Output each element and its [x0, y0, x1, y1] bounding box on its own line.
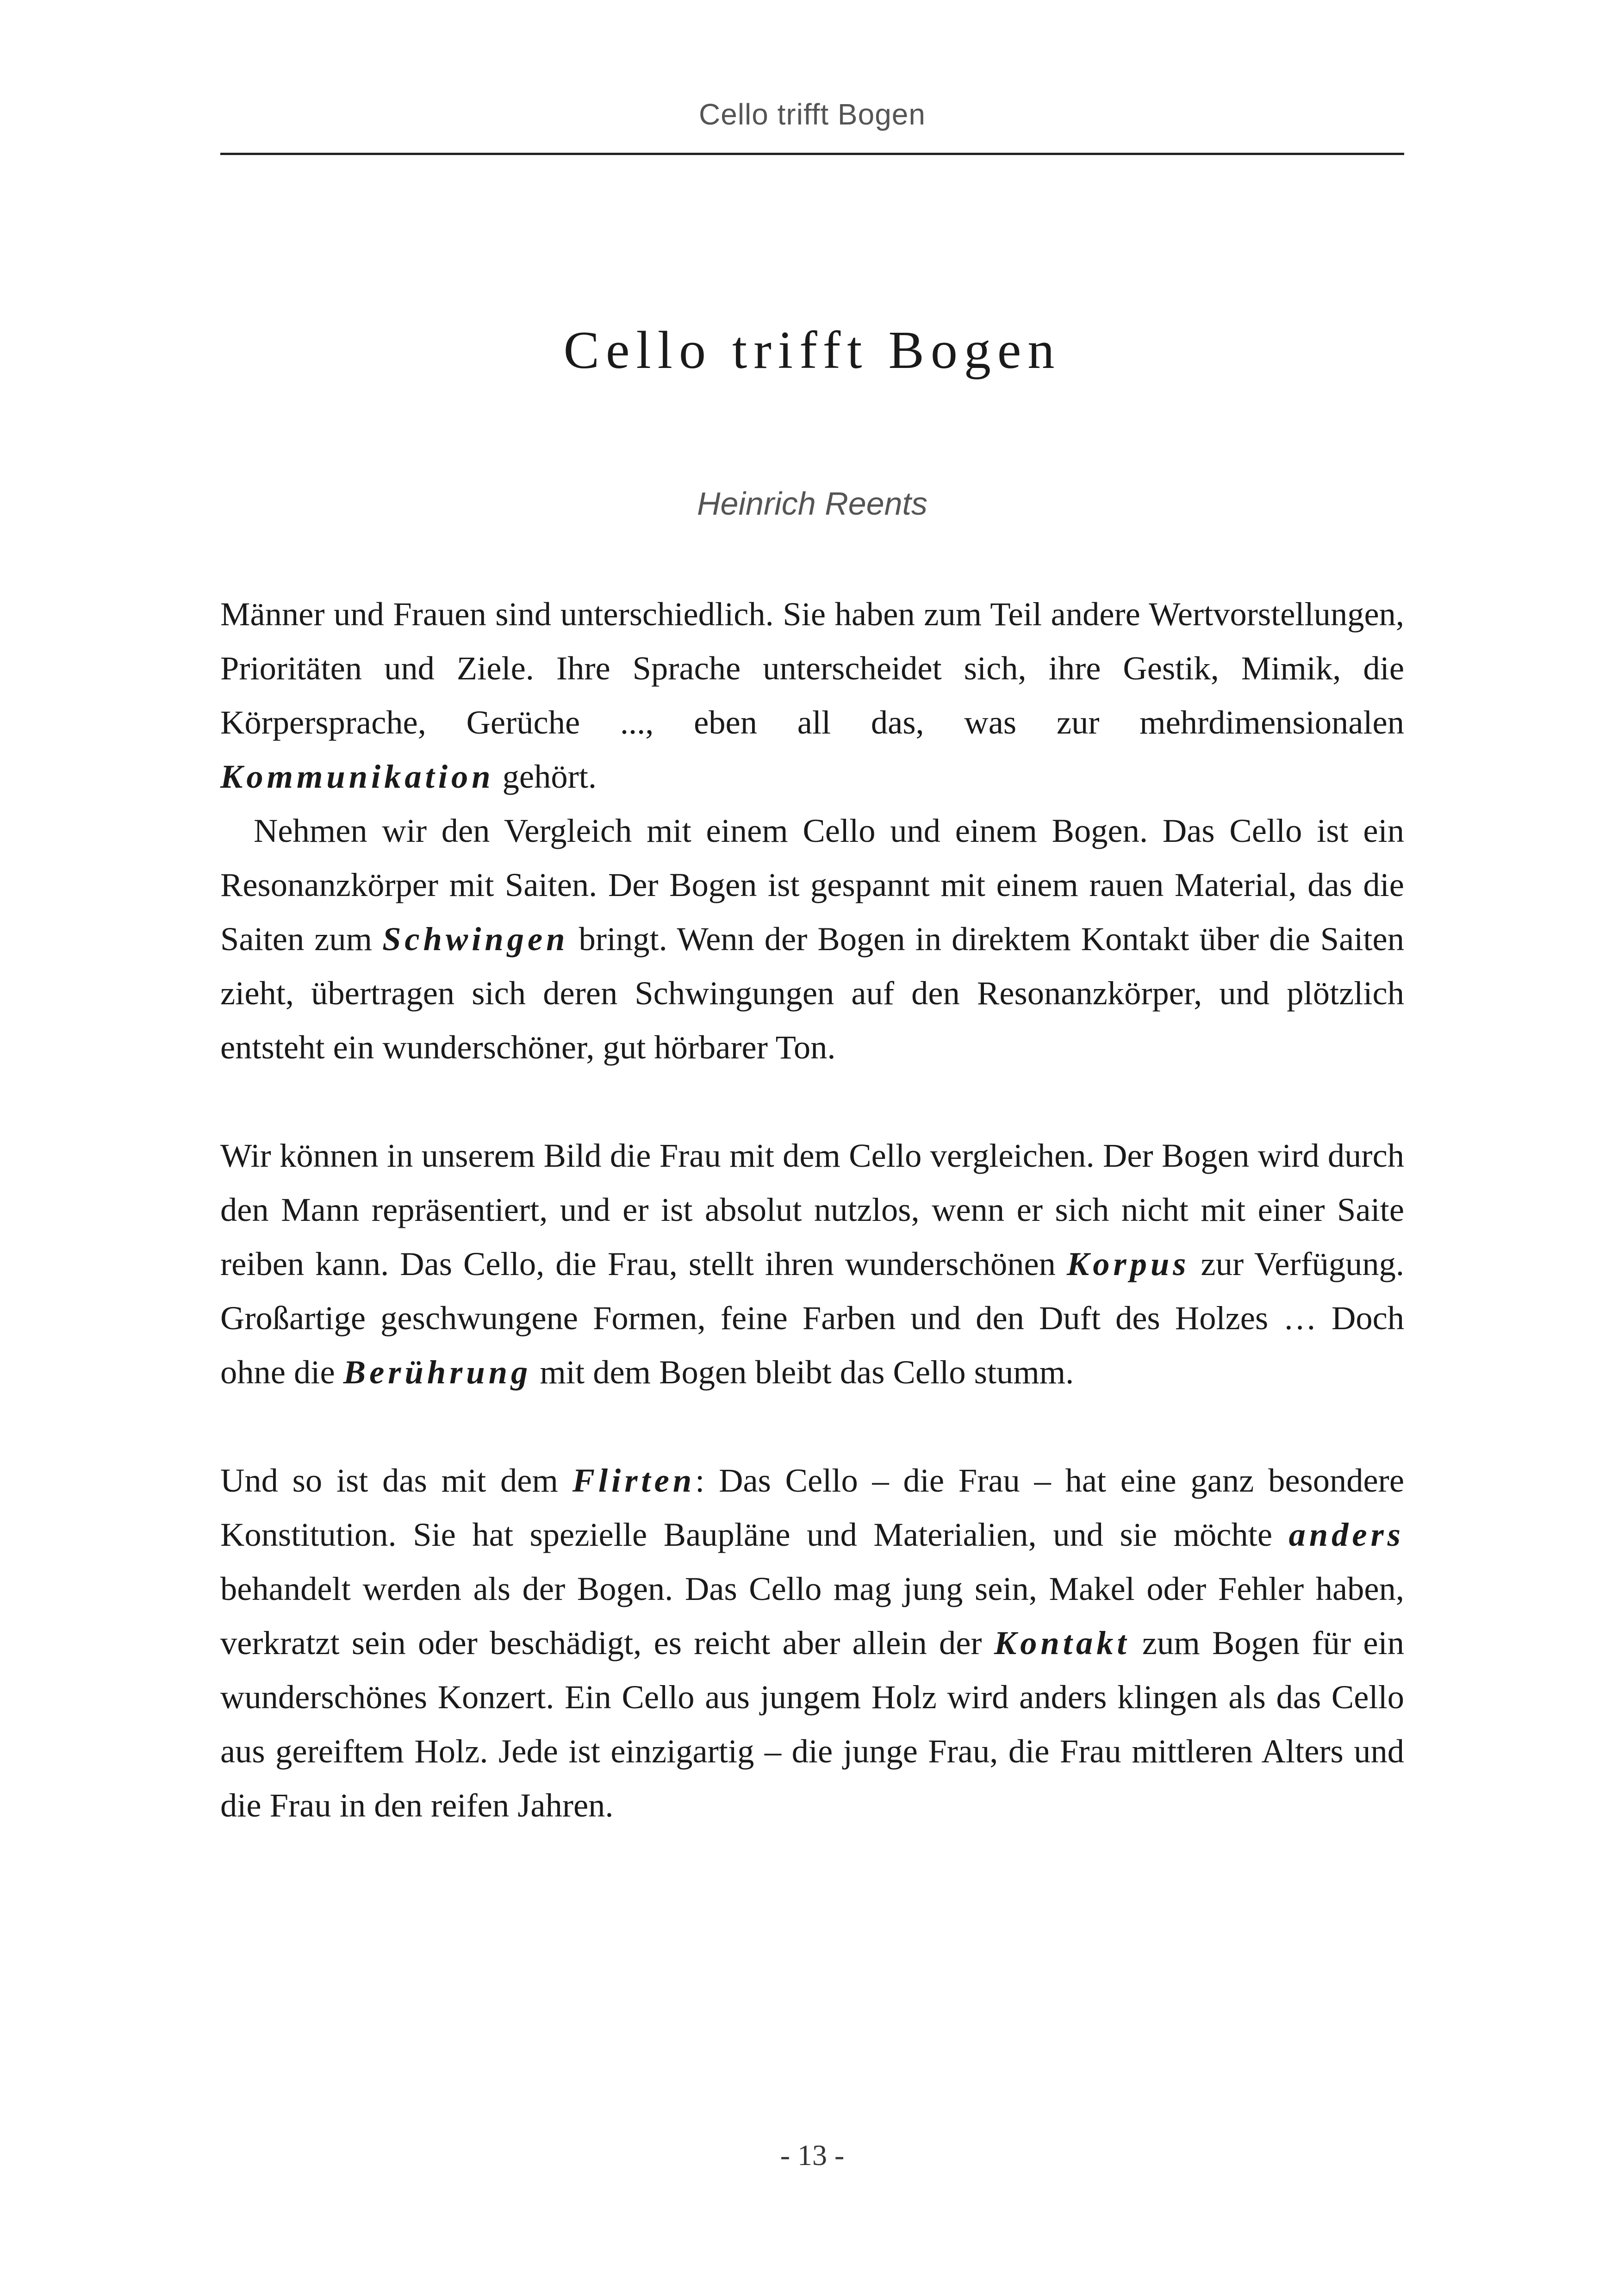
emphasis-word: Flirten [572, 1462, 696, 1499]
emphasis-word: anders [1288, 1516, 1404, 1553]
paragraph-3: Wir können in unserem Bild die Frau mit dem Cello vergleichen. Der Bogen wird durch den Mann repräsentiert, und er ist absolut nutzlos, wenn er sich nicht mit einer Saite reiben kann. Das Cello, die Frau, stellt ihren wunderschönen Korpus zur Verfügung. Großartige geschwungene Formen, feine Farben und den Duft des Holzes … Doch ohne die Berührung mit dem Bogen bleibt das Cello stumm. [220, 1137, 1404, 1391]
emphasis-word: Schwingen [382, 920, 569, 958]
body-text [220, 587, 1404, 1832]
header-rule [220, 153, 1404, 155]
paragraph-1: Männer und Frauen sind unterschiedlich. Sie haben zum Teil andere Wertvorstellungen, Prioritäten und Ziele. Ihre Sprache unterscheidet sich, ihre Gestik, Mimik, die Körpersprache, Gerüche ..., eben all das, was zur mehrdimensionalen Kommunikation gehört. [220, 595, 1404, 795]
author-name: Heinrich Reents [697, 485, 927, 522]
paragraph-2: Nehmen wir den Vergleich mit einem Cello und einem Bogen. Das Cello ist ein Resonanzkörper mit Saiten. Der Bogen ist gespannt mit einem rauen Material, das die Saiten zum Schwingen bringt. Wenn der Bogen in direktem Kontakt über die Saiten zieht, übertragen sich deren Schwingungen auf den Resonanzkörper, und plötzlich entsteht ein wunderschöner, gut hörbarer Ton. [220, 812, 1404, 1066]
emphasis-word: Kommunikation [220, 758, 494, 795]
emphasis-word: Berührung [343, 1353, 532, 1391]
page-number: - 13 - [780, 2139, 845, 2172]
chapter-title: Cello trifft Bogen [563, 321, 1061, 380]
running-header: Cello trifft Bogen [699, 98, 926, 131]
emphasis-word: Kontakt [994, 1624, 1130, 1661]
emphasis-word: Korpus [1066, 1245, 1190, 1282]
paragraph-4: Und so ist das mit dem Flirten: Das Cello – die Frau – hat eine ganz besondere Konstitution. Sie hat spezielle Baupläne und Materialien, und sie möchte anders behandelt werden als der Bogen. Das Cello mag jung sein, Makel oder Fehler haben, verkratzt sein oder beschädigt, es reicht aber allein der Kontakt zum Bogen für ein wunderschönes Konzert. Ein Cello aus jungem Holz wird anders klingen als das Cello aus gereiftem Holz. Jede ist einzigartig – die junge Frau, die Frau mittleren Alters und die Frau in den reifen Jahren. [220, 1462, 1405, 1824]
